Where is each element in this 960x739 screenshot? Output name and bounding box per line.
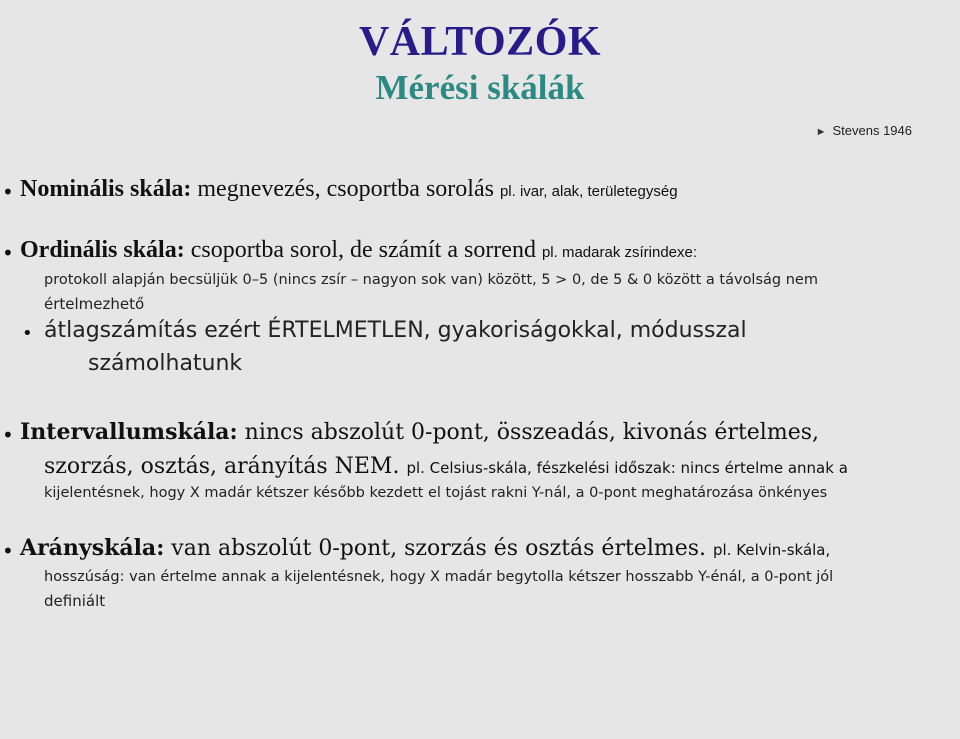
reference-text: Stevens 1946	[832, 123, 912, 138]
page-subtitle: Mérési skálák	[375, 68, 585, 107]
sub-bullet-dot: •	[22, 323, 33, 344]
ratio-term: Arányskála:	[20, 535, 165, 561]
ordinal-sub-line1: átlagszámítás ezért ÉRTELMETLEN, gyakoriságokkal, módusszal	[44, 318, 747, 343]
ratio-desc: van abszolút 0-pont, szorzás és osztás értelmes.	[164, 536, 714, 561]
ordinal-sub-line2: számolhatunk	[88, 351, 243, 376]
ordinal-desc: csoportba sorol, de számít a sorrend	[184, 237, 542, 263]
interval-desc-line2: szorzás, osztás, arányítás NEM.	[44, 454, 407, 479]
ordinal-term: Ordinális skála:	[20, 237, 185, 263]
interval-line2	[44, 454, 848, 479]
ratio-example-line2: hosszúság: van értelme annak a kijelentésnek, hogy X madár begytolla kétszer hosszabb Y-énál, a 0-pont jól	[44, 569, 834, 585]
nominal-term: Nominális skála:	[20, 176, 192, 202]
bullet-dot: •	[2, 539, 14, 563]
reference-note	[816, 123, 912, 138]
ordinal-example-line3: értelmezhető	[44, 295, 145, 313]
interval-example-start: pl. Celsius-skála, fészkelési időszak: nincs értelme annak a	[406, 459, 848, 477]
interval-example-line2: kijelentésnek, hogy X madár kétszer később kezdett el tojást rakni Y-nál, a 0-pont meghatározása önkényes	[44, 485, 828, 501]
bullet-dot: •	[2, 423, 14, 447]
interval-line	[20, 419, 819, 445]
ratio-example-line3: definiált	[44, 592, 106, 610]
interval-desc: nincs abszolút 0-pont, összeadás, kivonás értelmes,	[237, 420, 820, 445]
bullet-dot: •	[2, 180, 14, 204]
nominal-desc: megnevezés, csoportba sorolás	[191, 176, 500, 202]
nominal-example: pl. ivar, alak, területegység	[499, 183, 678, 200]
ratio-example-start: pl. Kelvin-skála,	[713, 541, 831, 559]
ordinal-example-start: pl. madarak zsírindexe:	[541, 244, 698, 261]
page-title: VÁLTOZÓK	[358, 19, 602, 65]
ordinal-line	[20, 237, 697, 264]
ordinal-example-line2: protokoll alapján becsüljük 0–5 (nincs zsír – nagyon sok van) között, 5 > 0, de 5 & 0 között a távolság nem	[44, 272, 818, 288]
nominal-line	[20, 176, 678, 203]
bullet-dot: •	[2, 241, 14, 265]
triangle-right-icon: ►	[815, 126, 827, 138]
ratio-line	[20, 535, 830, 561]
interval-term: Intervallumskála:	[20, 419, 238, 445]
